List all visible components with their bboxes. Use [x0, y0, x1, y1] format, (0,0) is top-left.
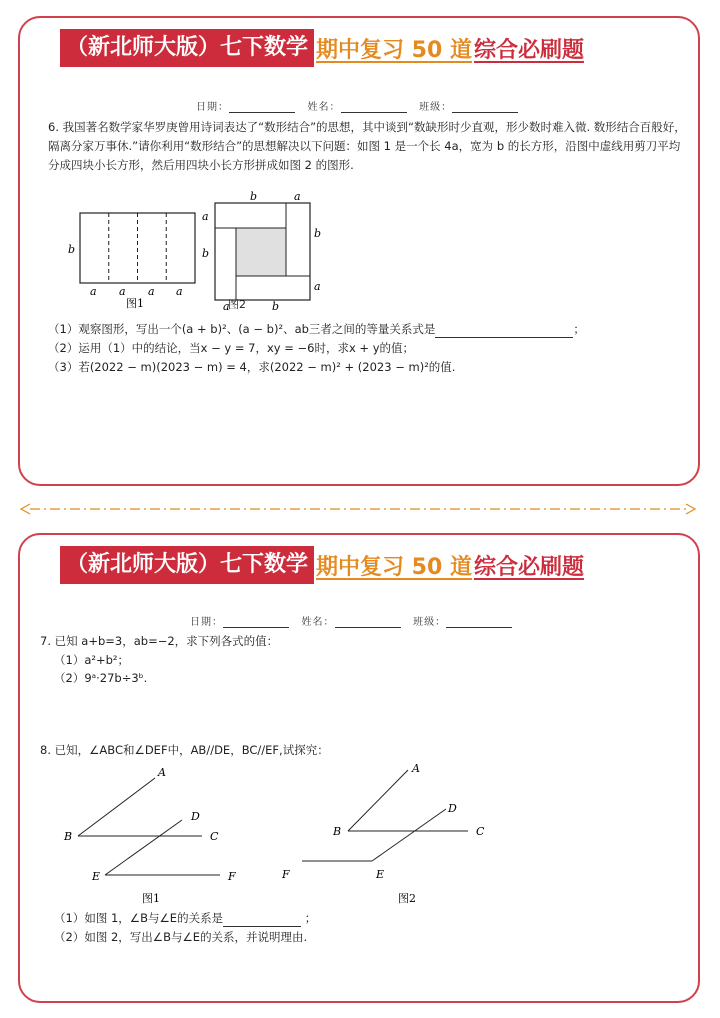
fig2-point-D: D: [448, 802, 457, 815]
fig2-label-b: b: [202, 247, 210, 260]
fig2-caption: 图2: [228, 298, 246, 311]
banner-edition: （新北师大版）七下数学: [60, 29, 314, 67]
worksheet-card-1: [18, 16, 700, 486]
date-blank[interactable]: [229, 112, 295, 113]
q6-sub3: （3）若(2022 − m)(2023 − m) = 4，求(2022 − m)² + (2023 − m)²的值.: [48, 360, 456, 374]
date-label: 日期：: [190, 617, 223, 628]
fig2-label-a: a: [314, 280, 321, 293]
fig1-point-C: C: [210, 830, 219, 843]
q8-sub2: （2）如图 2，写出∠B与∠E的关系，并说明理由.: [54, 930, 308, 944]
fig2-label-b: b: [272, 300, 280, 313]
question-7-text: 7. 已知 a+b=3，ab=−2，求下列各式的值：: [40, 634, 279, 648]
banner-subtitle: 综合必刷题: [473, 554, 584, 580]
date-label: 日期：: [196, 102, 229, 113]
q6-sub2: （2）运用（1）中的结论，当x − y = 7，xy = −6时，求x + y的值；: [48, 341, 415, 355]
fig2-point-C: C: [476, 825, 485, 838]
q7-sub1: （1）a²+b²；: [54, 653, 130, 667]
fig2-label-a: a: [223, 300, 230, 313]
banner-subtitle: 综合必刷题: [473, 37, 584, 63]
q8-sub1-text: （1）如图 1，∠B与∠E的关系是: [54, 911, 224, 925]
fig1-point-D: D: [191, 810, 200, 823]
q6-sub1: [48, 320, 585, 338]
q7-sub2: （2）9ᵃ·27b÷3ᵇ.: [54, 671, 148, 685]
fig2-point-A: A: [412, 762, 420, 775]
question-6-text: 6. 我国著名数学家华罗庚曾用诗词表达了“数形结合”的思想，其中谈到“数缺形时少直观，形少数时难入微. 数形结合百般好，隔离分家万事休.”请你利用“数形结合”的思想解决以下问题：如图 1 是一个长 4a，宽为 b 的长方形，沿图中虚线用剪刀平均分成四块小长方形，然后用四块小长方形拼成如图 2 的图形.: [48, 120, 686, 172]
name-label: 姓名：: [301, 617, 335, 628]
banner-topic: 期中复习 50 道: [316, 37, 472, 63]
fig2-point-B: B: [333, 825, 342, 838]
fig1-label-a: a: [119, 285, 126, 298]
fig1-label-a: a: [176, 285, 183, 298]
name-label: 姓名：: [307, 102, 341, 113]
date-blank[interactable]: [223, 627, 289, 628]
q8-sub1-end: ；: [304, 911, 317, 925]
fig2-label-b: b: [314, 227, 322, 240]
fig1-point-E: E: [92, 870, 101, 883]
fig1-point-A: A: [158, 766, 166, 779]
fig1-caption: 图1: [142, 892, 160, 905]
fig1-label-b: b: [68, 243, 76, 256]
fig1-ray-BA: [78, 778, 155, 836]
fig1-label-a: a: [90, 285, 97, 298]
class-label: 班级：: [413, 617, 447, 628]
class-label: 班级：: [419, 102, 453, 113]
question-8-text: 8. 已知，∠ABC和∠DEF中，AB//DE，BC//EF,试探究：: [40, 743, 329, 757]
fig1-ray-ED: [105, 820, 182, 875]
class-blank[interactable]: [446, 627, 512, 628]
q6-sub1-end: ；: [573, 322, 585, 336]
worksheet-card-2: [18, 533, 700, 1003]
fig1-point-B: B: [64, 830, 73, 843]
fig2-label-b: b: [250, 190, 258, 203]
title-banner: [60, 547, 584, 583]
fig2-point-E: E: [376, 868, 385, 881]
fig2-label-a: a: [294, 190, 301, 203]
title-banner: [60, 30, 584, 66]
q6-sub1-text: （1）观察图形，写出一个(a + b)²、(a − b)²、ab三者之间的等量关系式是: [48, 322, 436, 336]
fig2-ray-ED: [372, 809, 446, 861]
info-row: [196, 98, 518, 113]
fig1-label-a: a: [148, 285, 155, 298]
info-row: [190, 613, 512, 628]
class-blank[interactable]: [452, 112, 518, 113]
q8-figures: [50, 760, 485, 910]
fig2-label-a: a: [202, 210, 209, 223]
banner-edition: （新北师大版）七下数学: [60, 546, 314, 584]
banner-topic: 期中复习 50 道: [316, 554, 472, 580]
q8-sub1-answer-blank[interactable]: [223, 926, 301, 927]
fig2-inner-square: [236, 228, 286, 276]
section-divider: [18, 501, 698, 517]
q6-sub1-answer-blank[interactable]: [435, 337, 573, 338]
q8-sub1: [54, 909, 316, 927]
fig2-point-F: F: [282, 868, 290, 881]
fig2-caption: 图2: [398, 892, 416, 905]
q6-figures: [60, 173, 340, 313]
name-blank[interactable]: [341, 112, 407, 113]
fig1-caption: 图1: [126, 297, 144, 310]
name-blank[interactable]: [335, 627, 401, 628]
fig2-ray-BA: [348, 770, 408, 831]
fig1-point-F: F: [228, 870, 236, 883]
